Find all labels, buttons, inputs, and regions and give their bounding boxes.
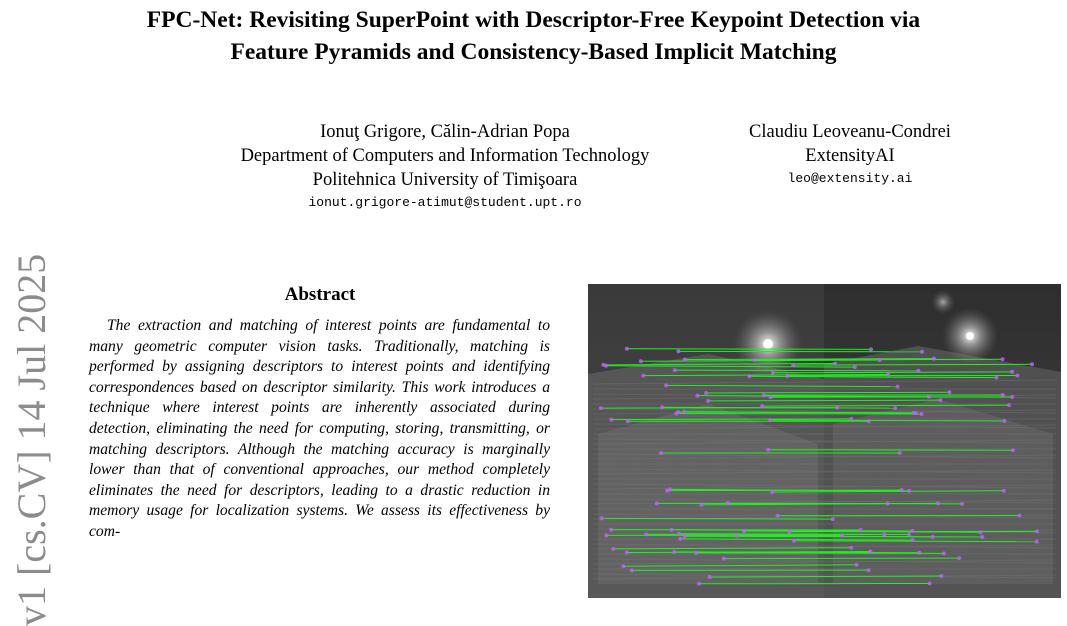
keypoint-marker [936, 501, 940, 505]
keypoint-marker [853, 365, 857, 369]
keypoint-marker [916, 369, 920, 373]
keypoint-marker [878, 358, 882, 362]
keypoint-marker [910, 529, 914, 533]
keypoint-marker [683, 534, 687, 538]
keypoint-marker [849, 417, 853, 421]
keypoint-marker [893, 406, 897, 410]
arxiv-stamp: v1 [cs.CV] 14 Jul 2025 [2, 5, 62, 626]
keypoint-marker [639, 359, 643, 363]
keypoint-marker [604, 533, 608, 537]
keypoint-marker [695, 394, 699, 398]
keypoint-marker [867, 419, 871, 423]
keypoint-marker [1007, 403, 1011, 407]
matching-figure [588, 284, 1061, 598]
keypoint-marker [625, 551, 629, 555]
keypoint-marker [900, 488, 904, 492]
abstract-body: The extraction and matching of interest points are fundamental to many geometric computer vision tasks. Traditionally, matching is performed by assigning descriptors to interest points and identifying correspondences based on descriptor similarity. This work introduces a technique where interest points are inherently associated during detection, eliminating the need for computing, storing, transmitting, or matching descriptors. Although the matching accuracy is marginally lower than that of conventional approaches, our method completely eliminates the need for descriptors, leading to a drastic reduction in memory usage for localization systems. We assess its effectiveness by com- [89, 316, 550, 543]
keypoint-marker [655, 501, 659, 505]
keypoint-marker [917, 551, 921, 555]
keypoint-marker [907, 489, 911, 493]
keypoint-marker [626, 419, 630, 423]
keypoint-marker [697, 582, 701, 586]
keypoint-marker [683, 358, 687, 362]
keypoint-marker [708, 575, 712, 579]
author-block-right [700, 120, 1000, 190]
keypoint-marker [942, 551, 946, 555]
keypoint-marker [907, 532, 911, 536]
keypoint-marker [882, 532, 886, 536]
keypoint-marker [768, 395, 772, 399]
match-line [685, 536, 933, 537]
keypoint-marker [927, 395, 931, 399]
keypoint-marker [939, 574, 943, 578]
author-email: ionut.grigore-atimut@student.upt.ro [210, 192, 680, 214]
keypoint-marker [625, 347, 629, 351]
keypoint-marker [706, 399, 710, 403]
match-line [706, 392, 949, 393]
keypoint-marker [1001, 357, 1005, 361]
keypoint-marker [948, 390, 952, 394]
match-line [627, 349, 871, 350]
keypoint-marker [770, 490, 774, 494]
keypoint-marker [641, 374, 645, 378]
keypoint-marker [760, 404, 764, 408]
keypoint-marker [835, 406, 839, 410]
keypoint-marker [704, 391, 708, 395]
keypoint-marker [753, 358, 757, 362]
author-names: Claudiu Leoveanu-Condrei [700, 120, 1000, 144]
keypoint-marker [957, 556, 961, 560]
keypoint-marker [980, 535, 984, 539]
keypoint-marker [849, 546, 853, 550]
keypoint-marker [920, 412, 924, 416]
keypoint-marker [859, 528, 863, 532]
keypoint-marker [855, 563, 859, 567]
keypoint-marker [621, 564, 625, 568]
keypoint-marker [1003, 419, 1007, 423]
author-names: Ionuţ Grigore, Călin-Adrian Popa [210, 120, 680, 144]
keypoint-marker [609, 418, 613, 422]
author-email: leo@extensity.ai [700, 168, 1000, 190]
keypoint-marker [911, 538, 915, 542]
keypoint-marker [644, 532, 648, 536]
keypoint-marker [1018, 513, 1022, 517]
keypoint-marker [994, 376, 998, 380]
keypoint-marker [668, 487, 672, 491]
keypoint-marker [674, 412, 678, 416]
match-line [675, 370, 919, 371]
author-affiliation: ExtensityAI [700, 144, 1000, 168]
keypoint-marker [1002, 489, 1006, 493]
keypoint-marker [768, 418, 772, 422]
keypoint-marker [867, 568, 871, 572]
keypoint-marker [664, 383, 668, 387]
keypoint-marker [672, 550, 676, 554]
keypoint-marker [762, 393, 766, 397]
keypoint-marker [979, 530, 983, 534]
keypoint-marker [766, 448, 770, 452]
keypoint-marker [726, 501, 730, 505]
keypoint-marker [792, 539, 796, 543]
keypoint-marker [660, 405, 664, 409]
keypoint-marker [669, 528, 673, 532]
keypoint-marker [673, 368, 677, 372]
keypoint-marker [928, 581, 932, 585]
keypoint-marker [896, 385, 900, 389]
keypoint-marker [869, 347, 873, 351]
keypoint-marker [682, 410, 686, 414]
keypoint-marker [886, 372, 890, 376]
keypoint-marker [742, 529, 746, 533]
keypoint-marker [885, 502, 889, 506]
keypoint-marker [599, 406, 603, 410]
author-block-left [210, 120, 680, 214]
keypoint-marker [601, 363, 605, 367]
keypoint-marker [920, 350, 924, 354]
keypoint-marker [659, 451, 663, 455]
keypoint-marker [735, 534, 739, 538]
keypoint-marker [868, 550, 872, 554]
keypoint-marker [930, 535, 934, 539]
abstract-heading: Abstract [90, 284, 550, 306]
keypoint-marker [938, 398, 942, 402]
keypoint-marker [787, 530, 791, 534]
keypoint-marker [700, 503, 704, 507]
keypoint-marker [776, 514, 780, 518]
keypoint-marker [960, 502, 964, 506]
keypoint-marker [609, 528, 613, 532]
keypoint-marker [600, 516, 604, 520]
keypoint-marker [1011, 448, 1015, 452]
keypoint-marker [785, 374, 789, 378]
keypoint-marker [678, 537, 682, 541]
keypoint-marker [840, 533, 844, 537]
matching-figure-image [588, 284, 1061, 598]
author-institution: Politehnica University of Timişoara [210, 168, 680, 192]
keypoint-marker [1010, 370, 1014, 374]
keypoint-marker [1030, 362, 1034, 366]
keypoint-marker [1015, 373, 1019, 377]
keypoint-marker [833, 361, 837, 365]
keypoint-marker [898, 451, 902, 455]
paper-title [0, 4, 1067, 68]
title-line-1: FPC-Net: Revisiting SuperPoint with Descriptor-Free Keypoint Detection via [0, 4, 1067, 36]
keypoint-marker [747, 374, 751, 378]
keypoint-marker [630, 568, 634, 572]
keypoint-marker [1035, 540, 1039, 544]
keypoint-marker [1010, 395, 1014, 399]
keypoint-marker [677, 532, 681, 536]
keypoint-marker [831, 517, 835, 521]
keypoint-marker [722, 557, 726, 561]
keypoint-marker [611, 547, 615, 551]
keypoint-marker [914, 411, 918, 415]
keypoint-marker [1001, 393, 1005, 397]
keypoint-marker [694, 551, 698, 555]
title-line-2: Feature Pyramids and Consistency-Based Implicit Matching [0, 36, 1067, 68]
keypoint-marker [1035, 529, 1039, 533]
author-affiliation: Department of Computers and Information Technology [210, 144, 680, 168]
keypoint-marker [676, 349, 680, 353]
keypoint-marker [771, 371, 775, 375]
keypoint-marker [791, 363, 795, 367]
keypoint-marker [932, 357, 936, 361]
